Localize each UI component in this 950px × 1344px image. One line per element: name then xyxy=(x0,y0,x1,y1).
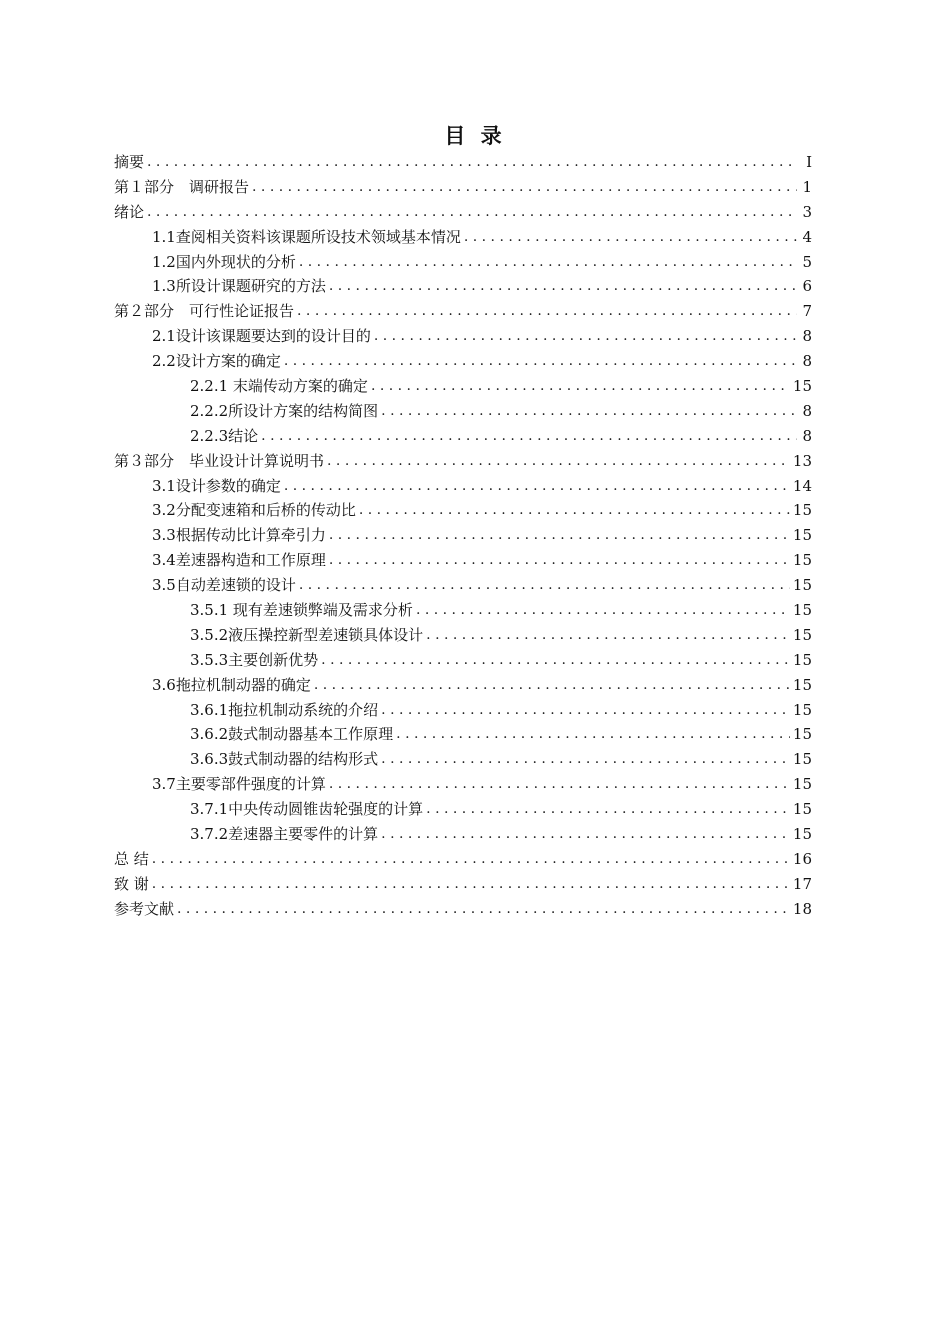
toc-entry-page-number: 15 xyxy=(792,700,812,719)
toc-entry-page-number: Ⅰ xyxy=(806,153,812,171)
toc-entry-page-number: 1 xyxy=(802,177,812,196)
toc-entry-page-number: 8 xyxy=(802,327,812,346)
toc-entry[interactable] xyxy=(114,797,812,822)
dot-leader xyxy=(426,797,790,822)
toc-entry[interactable] xyxy=(114,474,812,499)
toc-entry-title: 3.1设计参数的确定 xyxy=(152,476,281,495)
toc-entry-page-number: 15 xyxy=(792,725,812,744)
dot-leader xyxy=(329,772,790,797)
dot-leader xyxy=(327,449,790,474)
toc-entry-page-number: 16 xyxy=(792,849,812,868)
toc-entry-page-number: 14 xyxy=(792,476,812,495)
dot-leader xyxy=(177,897,790,922)
toc-entry-title: 3.6拖拉机制动器的确定 xyxy=(152,675,311,694)
toc-entry[interactable] xyxy=(114,200,812,225)
toc-entry[interactable] xyxy=(114,772,812,797)
toc-entry-title: 3.5.3主要创新优势 xyxy=(190,650,319,669)
toc-entry-page-number: 15 xyxy=(792,775,812,794)
toc-entry[interactable] xyxy=(114,897,812,922)
dot-leader xyxy=(396,722,790,747)
toc-entry-page-number: 15 xyxy=(792,650,812,669)
dot-leader xyxy=(464,225,797,250)
toc-entry-title: 总 结 xyxy=(114,849,149,868)
toc-entry[interactable] xyxy=(114,822,812,847)
toc-entry-title: 3.7.2差速器主要零件的计算 xyxy=(190,825,379,844)
toc-entry-page-number: 15 xyxy=(792,675,812,694)
toc-entry-title: 3.6.2鼓式制动器基本工作原理 xyxy=(190,725,394,744)
toc-entry[interactable] xyxy=(114,722,812,747)
toc-entry-title: 第１部分 调研报告 xyxy=(114,177,250,196)
dot-leader xyxy=(284,474,790,499)
toc-entry-page-number: 8 xyxy=(802,401,812,420)
dot-leader xyxy=(314,673,790,698)
toc-entry-page-number: 15 xyxy=(792,377,812,396)
toc-entry[interactable] xyxy=(114,573,812,598)
toc-entry-title: 2.2.3结论 xyxy=(190,426,259,445)
toc-entry[interactable] xyxy=(114,424,812,449)
toc-entry-page-number: 15 xyxy=(792,625,812,644)
toc-entry[interactable] xyxy=(114,847,812,872)
toc-entry-page-number: 15 xyxy=(792,501,812,520)
toc-entry[interactable] xyxy=(114,399,812,424)
toc-entry[interactable] xyxy=(114,374,812,399)
dot-leader xyxy=(329,548,790,573)
dot-leader xyxy=(374,324,797,349)
toc-entry-page-number: 15 xyxy=(792,750,812,769)
toc-entry-title: 3.3根据传动比计算牵引力 xyxy=(152,526,326,545)
toc-entry-title: 1.3所设计课题研究的方法 xyxy=(152,277,326,296)
dot-leader xyxy=(329,274,797,299)
toc-entry-title: 3.7主要零部件强度的计算 xyxy=(152,775,326,794)
toc-entry-title: 2.1设计该课题要达到的设计目的 xyxy=(152,327,371,346)
toc-entry-page-number: 8 xyxy=(802,426,812,445)
dot-leader xyxy=(297,299,797,324)
toc-entry-title: 绪论 xyxy=(114,202,145,221)
dot-leader xyxy=(381,698,790,723)
toc-entry-page-number: 17 xyxy=(792,874,812,893)
toc-entry-page-number: 15 xyxy=(792,526,812,545)
toc-entry-title: 3.2分配变速箱和后桥的传动比 xyxy=(152,501,356,520)
toc-entry-title: 1.2国内外现状的分析 xyxy=(152,252,296,271)
toc-entry-title: 3.7.1中央传动圆锥齿轮强度的计算 xyxy=(190,800,424,819)
toc-entry[interactable] xyxy=(114,498,812,523)
toc-entry-title: 1.1查阅相关资料该课题所设技术领域基本情况 xyxy=(152,227,461,246)
dot-leader xyxy=(284,349,797,374)
toc-entry-page-number: 18 xyxy=(792,899,812,918)
toc-entry-title: 3.5.1 现有差速锁弊端及需求分析 xyxy=(190,601,413,620)
toc-entry[interactable] xyxy=(114,324,812,349)
toc-entry-page-number: 13 xyxy=(792,451,812,470)
toc-entry-page-number: 8 xyxy=(802,352,812,371)
dot-leader xyxy=(329,523,790,548)
dot-leader xyxy=(359,498,790,523)
toc-entry-title: 3.6.1拖拉机制动系统的介绍 xyxy=(190,700,379,719)
toc-entry[interactable] xyxy=(114,673,812,698)
toc-entry[interactable] xyxy=(114,698,812,723)
dot-leader xyxy=(381,399,797,424)
toc-entry[interactable] xyxy=(114,548,812,573)
toc-entry[interactable] xyxy=(114,872,812,897)
toc-entry-page-number: 4 xyxy=(802,227,812,246)
dot-leader xyxy=(426,623,790,648)
toc-entry-page-number: 15 xyxy=(792,576,812,595)
dot-leader xyxy=(371,374,790,399)
toc-entry-title: 2.2.1 末端传动方案的确定 xyxy=(190,377,368,396)
toc-entry[interactable] xyxy=(114,274,812,299)
toc-entry-page-number: 7 xyxy=(802,302,812,321)
toc-entry[interactable] xyxy=(114,747,812,772)
toc-entry[interactable] xyxy=(114,598,812,623)
dot-leader xyxy=(299,573,790,598)
dot-leader xyxy=(152,847,790,872)
toc-entry-page-number: 15 xyxy=(792,825,812,844)
toc-entry[interactable] xyxy=(114,150,812,175)
toc-entry-page-number: 15 xyxy=(792,551,812,570)
toc-entry[interactable] xyxy=(114,623,812,648)
dot-leader xyxy=(152,872,790,897)
dot-leader xyxy=(416,598,790,623)
toc-title: 目 录 xyxy=(444,124,506,148)
toc-entry[interactable] xyxy=(114,349,812,374)
dot-leader xyxy=(299,250,797,275)
dot-leader xyxy=(147,200,797,225)
toc-entry-page-number: 15 xyxy=(792,800,812,819)
toc-entry[interactable] xyxy=(114,175,812,200)
toc-entry[interactable] xyxy=(114,449,812,474)
dot-leader xyxy=(252,175,797,200)
toc-entry-page-number: 3 xyxy=(802,202,812,221)
toc-entry-title: 2.2设计方案的确定 xyxy=(152,352,281,371)
dot-leader xyxy=(381,747,790,772)
toc-entry[interactable] xyxy=(114,225,812,250)
toc-entry[interactable] xyxy=(114,250,812,275)
toc-entry[interactable] xyxy=(114,648,812,673)
toc-entry-title: 3.5自动差速锁的设计 xyxy=(152,576,296,595)
toc-entry-page-number: 5 xyxy=(802,252,812,271)
toc-entry-title: 3.5.2液压操控新型差速锁具体设计 xyxy=(190,625,424,644)
dot-leader xyxy=(147,150,797,175)
dot-leader xyxy=(261,424,797,449)
toc-entry-title: 第２部分 可行性论证报告 xyxy=(114,302,295,321)
toc-entry[interactable] xyxy=(114,299,812,324)
toc-entry-page-number: 6 xyxy=(802,277,812,296)
toc-entry-title: 3.4差速器构造和工作原理 xyxy=(152,551,326,570)
toc-entry-title: 参考文献 xyxy=(114,899,175,918)
dot-leader xyxy=(381,822,790,847)
toc-entry-title: 2.2.2所设计方案的结构简图 xyxy=(190,401,379,420)
toc-entry[interactable] xyxy=(114,523,812,548)
toc-entry-title: 致 谢 xyxy=(114,874,149,893)
toc-entry-title: 第３部分 毕业设计计算说明书 xyxy=(114,451,325,470)
table-of-contents xyxy=(114,150,812,922)
toc-entry-title: 3.6.3鼓式制动器的结构形式 xyxy=(190,750,379,769)
dot-leader xyxy=(321,648,790,673)
toc-entry-page-number: 15 xyxy=(792,601,812,620)
toc-entry-title: 摘要 xyxy=(114,153,145,171)
